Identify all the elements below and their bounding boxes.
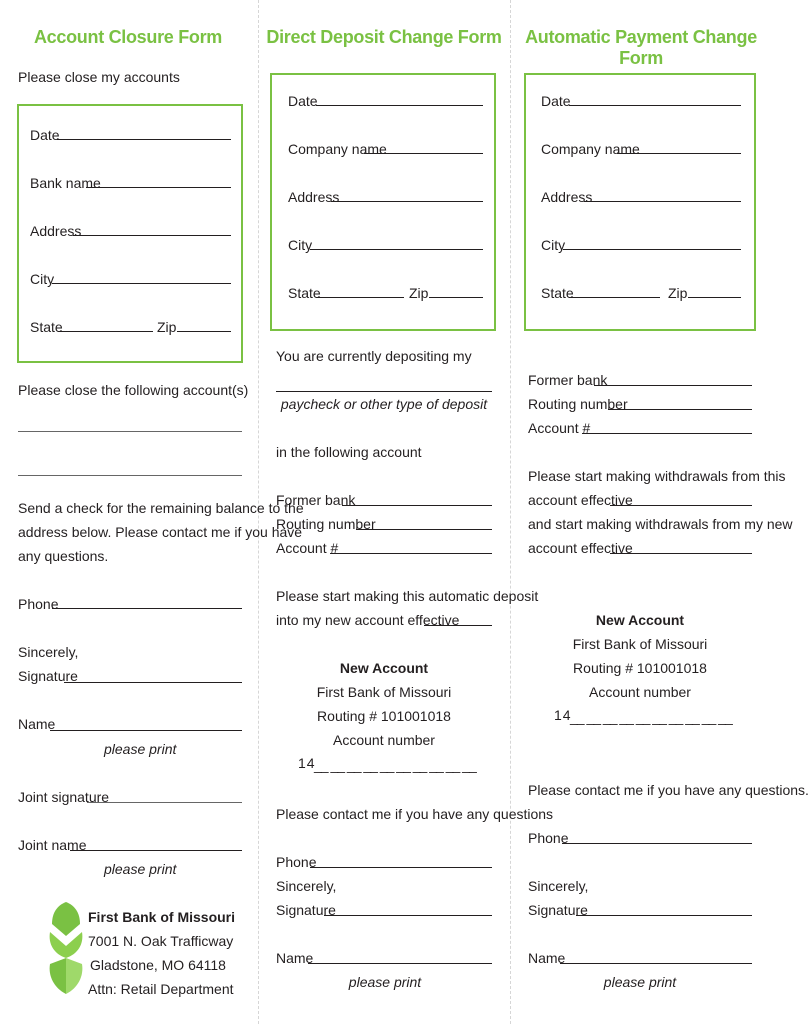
send-check-text-2: address below. Please contact me if you have <box>18 524 303 540</box>
company-name-field[interactable] <box>617 153 741 154</box>
account-number-label: Account number <box>333 732 435 748</box>
city-field[interactable] <box>563 249 741 250</box>
former-bank-field[interactable] <box>594 385 752 386</box>
former-bank-label: Former bank <box>528 372 608 388</box>
account-closure-form <box>0 0 304 1024</box>
withdraw-effective-field-1[interactable] <box>610 505 752 506</box>
account-line-2[interactable] <box>18 475 242 476</box>
new-bank-name: First Bank of Missouri <box>572 636 708 652</box>
state-label: State <box>288 285 321 301</box>
former-bank-label: Former bank <box>276 492 356 508</box>
city-field[interactable] <box>52 283 231 284</box>
name-label: Name <box>528 950 566 966</box>
phone-label: Phone <box>276 854 317 870</box>
city-label: City <box>541 237 566 253</box>
date-field[interactable] <box>57 139 231 140</box>
routing-number-field[interactable] <box>356 529 492 530</box>
routing-number-label: Routing number <box>528 396 628 412</box>
bank-street: 7001 N. Oak Trafficway <box>88 933 234 949</box>
joint-signature-field[interactable] <box>87 802 242 803</box>
signature-label: Signature <box>18 668 78 684</box>
joint-name-field[interactable] <box>70 850 242 851</box>
signature-field[interactable] <box>64 682 242 683</box>
account-line-1[interactable] <box>18 431 242 432</box>
please-print-hint: please print <box>603 974 677 990</box>
please-print-hint: please print <box>104 741 177 757</box>
account-label: Account # <box>276 540 339 556</box>
name-label: Name <box>276 950 314 966</box>
name-label: Name <box>18 716 56 732</box>
account-label: Account # <box>528 420 591 436</box>
state-field[interactable] <box>316 297 404 298</box>
deposit-type-field[interactable] <box>276 391 492 392</box>
former-bank-field[interactable] <box>342 505 492 506</box>
withdraw-text-4: account effective <box>528 540 633 556</box>
withdraw-text-1: Please start making withdrawals from this <box>528 468 786 484</box>
address-label: Address <box>30 223 82 239</box>
form-title: Account Closure Form <box>33 27 223 47</box>
new-bank-name: First Bank of Missouri <box>316 684 452 700</box>
withdraw-effective-field-2[interactable] <box>610 553 752 554</box>
bank-name-footer: First Bank of Missouri <box>88 909 236 925</box>
effective-date-field[interactable] <box>424 625 492 626</box>
please-print-hint: please print <box>348 974 422 990</box>
company-name-field[interactable] <box>364 153 483 154</box>
new-account-heading: New Account <box>595 612 685 628</box>
address-field[interactable] <box>73 235 231 236</box>
name-field[interactable] <box>308 963 492 964</box>
bank-city: Gladstone, MO 64118 <box>90 957 226 973</box>
date-label: Date <box>541 93 571 109</box>
signature-label: Signature <box>276 902 336 918</box>
zip-label: Zip <box>668 285 688 301</box>
address-label: Address <box>541 189 593 205</box>
zip-field[interactable] <box>177 331 231 332</box>
address-label: Address <box>288 189 340 205</box>
contact-text: Please contact me if you have any questions. <box>528 782 809 798</box>
city-label: City <box>288 237 313 253</box>
routing-number-value: Routing # 101001018 <box>573 660 707 676</box>
leaf-logo-icon <box>48 902 84 994</box>
name-field[interactable] <box>560 963 752 964</box>
phone-field[interactable] <box>310 867 492 868</box>
name-field[interactable] <box>50 730 242 731</box>
bank-name-field[interactable] <box>86 187 231 188</box>
phone-label: Phone <box>528 830 569 846</box>
state-label: State <box>30 319 63 335</box>
date-field[interactable] <box>316 105 483 106</box>
close-accounts-text: Please close the following account(s) <box>18 382 249 398</box>
phone-field[interactable] <box>562 843 752 844</box>
address-field[interactable] <box>584 201 741 202</box>
account-number-label: Account number <box>589 684 691 700</box>
account-number-prefix: 14 <box>554 707 572 723</box>
routing-number-value: Routing # 101001018 <box>317 708 451 724</box>
sincerely-text: Sincerely, <box>528 878 589 894</box>
company-name-label: Company name <box>288 141 387 157</box>
bank-name-label: Bank name <box>30 175 101 191</box>
automatic-payment-form <box>512 0 809 1024</box>
account-number-blanks[interactable]: __ __ __ __ __ __ __ __ __ __ <box>314 757 476 773</box>
date-label: Date <box>30 127 60 143</box>
city-field[interactable] <box>310 249 483 250</box>
paycheck-hint: paycheck or other type of deposit <box>280 396 488 412</box>
state-field[interactable] <box>569 297 660 298</box>
following-account-text: in the following account <box>276 444 422 460</box>
state-label: State <box>541 285 574 301</box>
bank-attn: Attn: Retail Department <box>88 981 234 997</box>
account-number-prefix: 14 <box>298 755 316 771</box>
intro-text: Please close my accounts <box>18 69 180 85</box>
send-check-text-1: Send a check for the remaining balance to the <box>18 500 304 516</box>
city-label: City <box>30 271 55 287</box>
start-deposit-text-1: Please start making this automatic deposit <box>276 588 539 604</box>
phone-field[interactable] <box>52 608 242 609</box>
joint-name-label: Joint name <box>18 837 87 853</box>
signature-field[interactable] <box>576 915 752 916</box>
joint-signature-label: Joint signature <box>18 789 110 805</box>
date-label: Date <box>288 93 318 109</box>
zip-field[interactable] <box>688 297 741 298</box>
zip-field[interactable] <box>429 297 483 298</box>
zip-label: Zip <box>409 285 429 301</box>
state-field[interactable] <box>58 331 153 332</box>
account-field[interactable] <box>330 553 492 554</box>
routing-number-field[interactable] <box>608 409 752 410</box>
new-account-heading: New Account <box>339 660 429 676</box>
company-name-label: Company name <box>541 141 640 157</box>
send-check-text-3: any questions. <box>18 548 109 564</box>
account-number-blanks[interactable]: __ __ __ __ __ __ __ __ __ __ <box>570 709 732 725</box>
signature-label: Signature <box>528 902 588 918</box>
withdraw-text-3: and start making withdrawals from my new <box>528 516 793 532</box>
account-field[interactable] <box>582 433 752 434</box>
zip-label: Zip <box>157 319 177 335</box>
sincerely-text: Sincerely, <box>18 644 79 660</box>
form-title: Direct Deposit Change Form <box>266 27 502 47</box>
signature-field[interactable] <box>324 915 492 916</box>
address-field[interactable] <box>331 201 483 202</box>
date-field[interactable] <box>569 105 741 106</box>
direct-deposit-form <box>256 0 554 1024</box>
sincerely-text: Sincerely, <box>276 878 337 894</box>
form-title: Automatic Payment Change Form <box>525 27 757 68</box>
start-deposit-text-2: into my new account effective <box>276 612 460 628</box>
currently-depositing-text: You are currently depositing my <box>276 348 472 364</box>
withdraw-text-2: account effective <box>528 492 633 508</box>
phone-label: Phone <box>18 596 59 612</box>
please-print-hint-2: please print <box>104 861 177 877</box>
contact-text: Please contact me if you have any questions <box>276 806 554 822</box>
routing-number-label: Routing number <box>276 516 376 532</box>
